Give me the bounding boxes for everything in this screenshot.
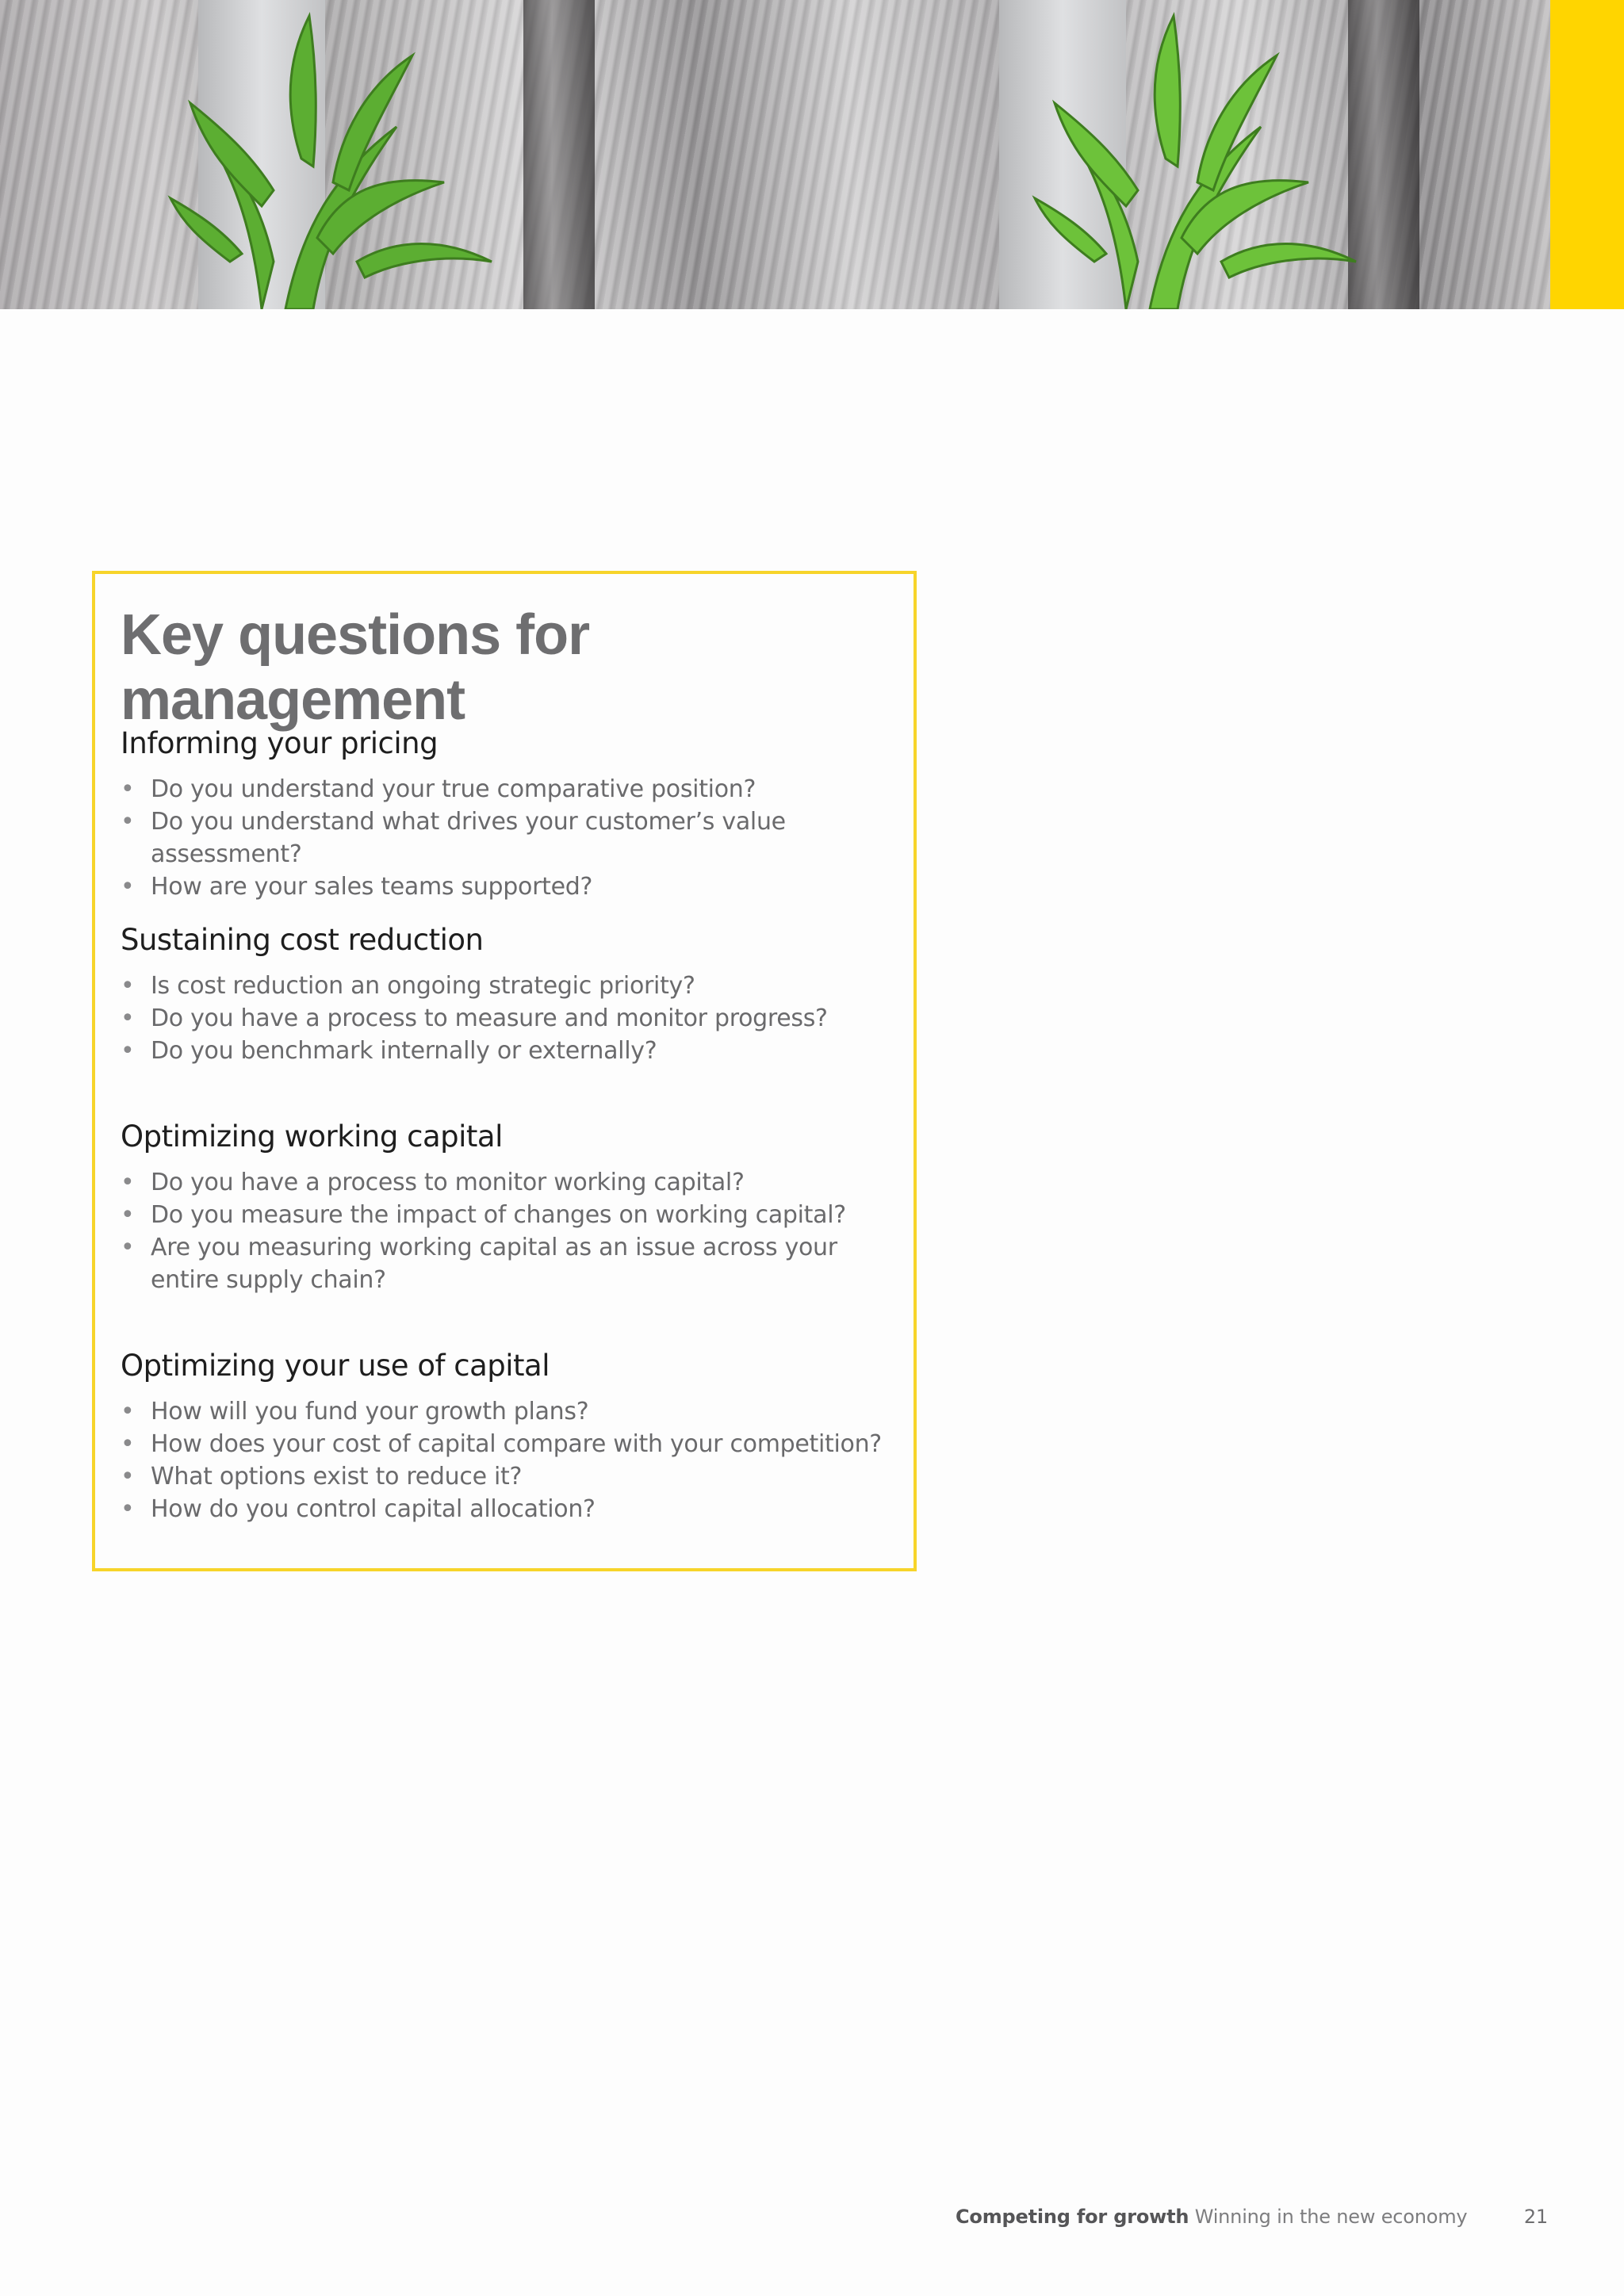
bullet-icon: • bbox=[121, 972, 135, 1000]
list-item: • How does your cost of capital compare with your competition? bbox=[121, 1428, 898, 1460]
page-number: 21 bbox=[1523, 2206, 1548, 2228]
list-item: • How will you fund your growth plans? bbox=[121, 1395, 898, 1428]
accent-tab bbox=[1550, 0, 1624, 309]
list-item: • How are your sales teams supported? bbox=[121, 871, 898, 903]
bullet-icon: • bbox=[121, 1037, 135, 1065]
plants-photo-icon bbox=[0, 0, 1550, 309]
key-questions-box bbox=[92, 571, 917, 1571]
question-list bbox=[121, 1166, 898, 1296]
list-item: • Do you understand your true comparative position? bbox=[121, 773, 898, 806]
publication-subtitle: Winning in the new economy bbox=[1194, 2206, 1468, 2228]
bullet-icon: • bbox=[121, 1495, 135, 1523]
bullet-icon: • bbox=[121, 1004, 135, 1032]
bullet-icon: • bbox=[121, 1463, 135, 1490]
header-photo-banner bbox=[0, 0, 1550, 309]
section-sustaining-cost-reduction bbox=[121, 923, 898, 1067]
key-questions-title: Key questions for management bbox=[121, 603, 590, 732]
page-footer bbox=[956, 2206, 1548, 2228]
question-list bbox=[121, 1395, 898, 1525]
bullet-icon: • bbox=[121, 873, 135, 901]
list-item: • Are you measuring working capital as an issue across your entire supply chain? bbox=[121, 1231, 898, 1296]
section-heading: Informing your pricing bbox=[121, 726, 439, 760]
list-item: • What options exist to reduce it? bbox=[121, 1460, 898, 1493]
bullet-icon: • bbox=[121, 1234, 135, 1261]
section-heading: Optimizing working capital bbox=[121, 1119, 503, 1154]
list-item: • Do you measure the impact of changes on working capital? bbox=[121, 1199, 898, 1231]
list-item: • Do you benchmark internally or externally? bbox=[121, 1035, 898, 1067]
bullet-icon: • bbox=[121, 1398, 135, 1425]
section-informing-pricing bbox=[121, 726, 898, 903]
list-item: • Do you have a process to measure and monitor progress? bbox=[121, 1002, 898, 1035]
section-heading: Optimizing your use of capital bbox=[121, 1349, 550, 1383]
question-list bbox=[121, 773, 898, 903]
list-item: • Do you understand what drives your customer’s value assessment? bbox=[121, 806, 898, 871]
section-heading: Sustaining cost reduction bbox=[121, 923, 484, 957]
section-optimizing-working-capital bbox=[121, 1119, 898, 1296]
publication-title: Competing for growth bbox=[956, 2206, 1189, 2228]
list-item: • Is cost reduction an ongoing strategic priority? bbox=[121, 970, 898, 1002]
bullet-icon: • bbox=[121, 1169, 135, 1196]
question-list bbox=[121, 970, 898, 1067]
bullet-icon: • bbox=[121, 775, 135, 803]
list-item: • Do you have a process to monitor working capital? bbox=[121, 1166, 898, 1199]
list-item: • How do you control capital allocation? bbox=[121, 1493, 898, 1525]
bullet-icon: • bbox=[121, 1201, 135, 1229]
bullet-icon: • bbox=[121, 808, 135, 836]
bullet-icon: • bbox=[121, 1430, 135, 1458]
section-optimizing-use-of-capital bbox=[121, 1349, 898, 1525]
